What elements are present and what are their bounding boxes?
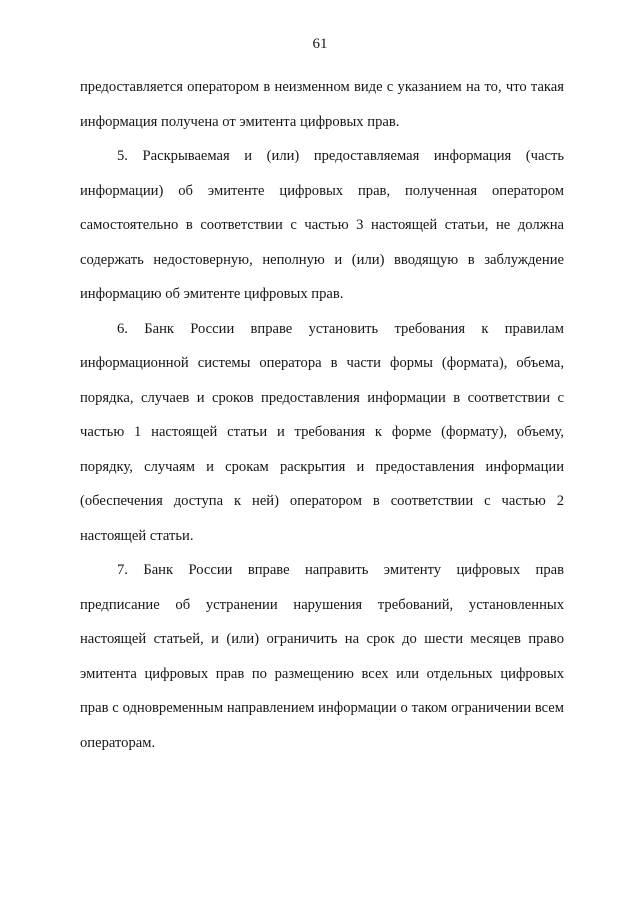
paragraph-7: 7. Банк России вправе направить эмитенту цифровых прав предписание об устранении нарушения требований, установленных настоящей статьей, и (или) ограничить на срок до шести месяцев право эмитента цифровых прав по размещению всех или отдельных цифровых прав с одновременным направлением информации о таком ограничении всем операторам. [80, 562, 564, 751]
page-number: 61 [312, 36, 328, 52]
document-body [80, 70, 564, 760]
paragraph-6: 6. Банк России вправе установить требования к правилам информационной системы оператора в части формы (формата), объема, порядка, случаев и сроков предоставления информации в соответствии с частью 1 настоящей статьи и требования к форме (формату), объему, порядку, случаям и срокам раскрытия и предоставления информации (обеспечения доступа к ней) оператором в соответствии с частью 2 настоящей статьи. [80, 320, 564, 544]
paragraph-continuation: предоставляется оператором в неизменном виде с указанием на то, что такая информация получена от эмитента цифровых прав. [80, 79, 564, 130]
paragraph-5: 5. Раскрываемая и (или) предоставляемая информация (часть информации) об эмитенте цифровых прав, полученная оператором самостоятельно в соответствии с частью 3 настоящей статьи, не должна содержать недостоверную, неполную и (или) вводящую в заблуждение информацию об эмитенте цифровых прав. [80, 148, 564, 302]
